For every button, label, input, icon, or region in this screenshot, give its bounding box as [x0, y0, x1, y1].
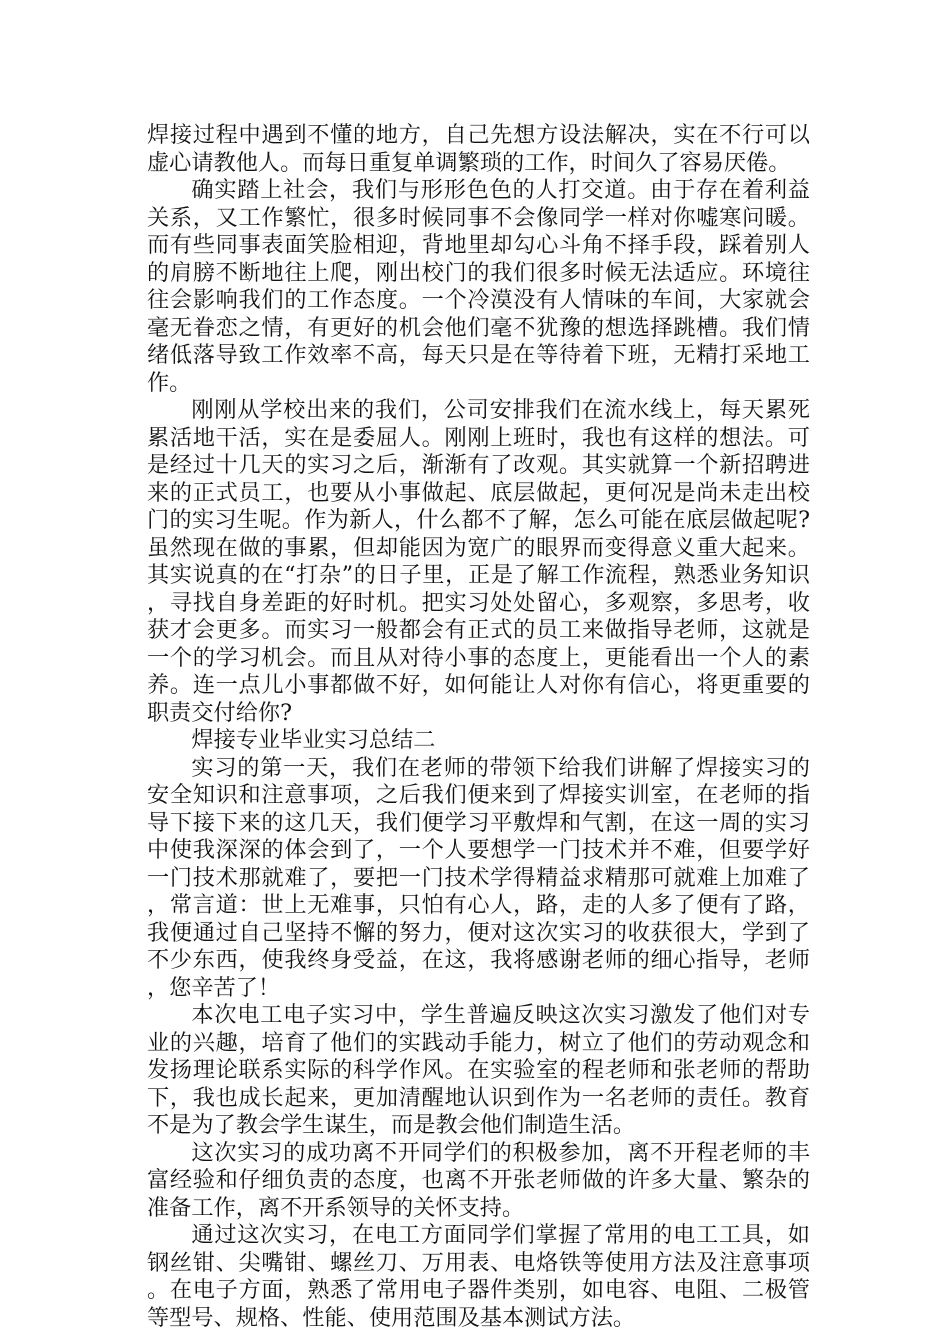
paragraph-first-day: 实习的第一天，我们在老师的带领下给我们讲解了焊接实习的安全知识和注意事项，之后我们便来到了焊接实训室，在老师的指导下接下来的这几天，我们便学习平敷焊和气割，在这一周的实习中使我深深的体会到了，一个人要想学一门技术并不难，但要学好一门技术那就难了，要把一门技术学得精益求精那可就难上加难了，常言道：世上无难事，只怕有心人，路，走的人多了便有了路，我便通过自己坚持不懈的努力，便对这次实习的收获很大，学到了不少东西，使我终身受益，在这，我将感谢老师的细心指导，老师，您辛苦了！ [147, 754, 810, 1001]
paragraph-continuation: 焊接过程中遇到不懂的地方，自己先想方设法解决，实在不行可以虚心请教他人。而每日重复单调繁琐的工作，时间久了容易厌倦。 [147, 122, 810, 176]
paragraph-electronics-practice: 本次电工电子实习中，学生普遍反映这次实习激发了他们对专业的兴趣，培育了他们的实践动手能力，树立了他们的劳动观念和发扬理论联系实际的科学作风。在实验室的程老师和张老师的帮助下，我也成长起来，更加清醒地认识到作为一名老师的责任。教育不是为了教会学生谋生，而是教会他们制造生活。 [147, 1002, 810, 1138]
section-heading: 焊接专业毕业实习总结二 [191, 727, 436, 753]
paragraph-skills-learned: 通过这次实习，在电工方面同学们掌握了常用的电工工具，如钢丝钳、尖嘴钳、螺丝刀、万用表、电烙铁等使用方法及注意事项。在电子方面，熟悉了常用电子器件类别，如电容、电阻、二极管等型号、规格、性能、使用范围及基本测试方法。 [147, 1222, 810, 1331]
paragraph-assembly-line: 刚刚从学校出来的我们，公司安排我们在流水线上，每天累死累活地干活，实在是委屈人。刚刚上班时，我也有这样的想法。可是经过十几天的实习之后，渐渐有了改观。其实就算一个新招聘进来的正式员工，也要从小事做起、底层做起，更何况是尚未走出校门的实习生呢。作为新人，什么都不了解，怎么可能在底层做起呢?虽然现在做的事累，但却能因为宽广的眼界而变得意义重大起来。其实说真的在“打杂”的日子里，正是了解工作流程，熟悉业务知识，寻找自身差距的好时机。把实习处处留心，多观察，多思考，收获才会更多。而实习一般都会有正式的员工来做指导老师，这就是一个的学习机会。而且从对待小事的态度上，更能看出一个人的素养。连一点儿小事都做不好，如何能让人对你有信心，将更重要的职责交付给你? [147, 397, 810, 726]
paragraph-workplace: 确实踏上社会，我们与形形色色的人打交道。由于存在着利益关系，又工作繁忙，很多时候同事不会像同学一样对你嘘寒问暖。而有些同事表面笑脸相迎，背地里却勾心斗角不择手段，踩着别人的肩膀不断地往上爬，刚出校门的我们很多时候无法适应。环境往往会影响我们的工作态度。一个冷漠没有人情味的车间，大家就会毫无眷恋之情，有更好的机会他们毫不犹豫的想选择跳槽。我们情绪低落导致工作效率不高，每天只是在等待着下班，无精打采地工作。 [147, 177, 810, 396]
document-page [147, 122, 810, 1332]
paragraph-acknowledgement: 这次实习的成功离不开同学们的积极参加，离不开程老师的丰富经验和仔细负责的态度，也离不开张老师做的许多大量、繁杂的准备工作，离不开系领导的关怀支持。 [147, 1139, 810, 1221]
